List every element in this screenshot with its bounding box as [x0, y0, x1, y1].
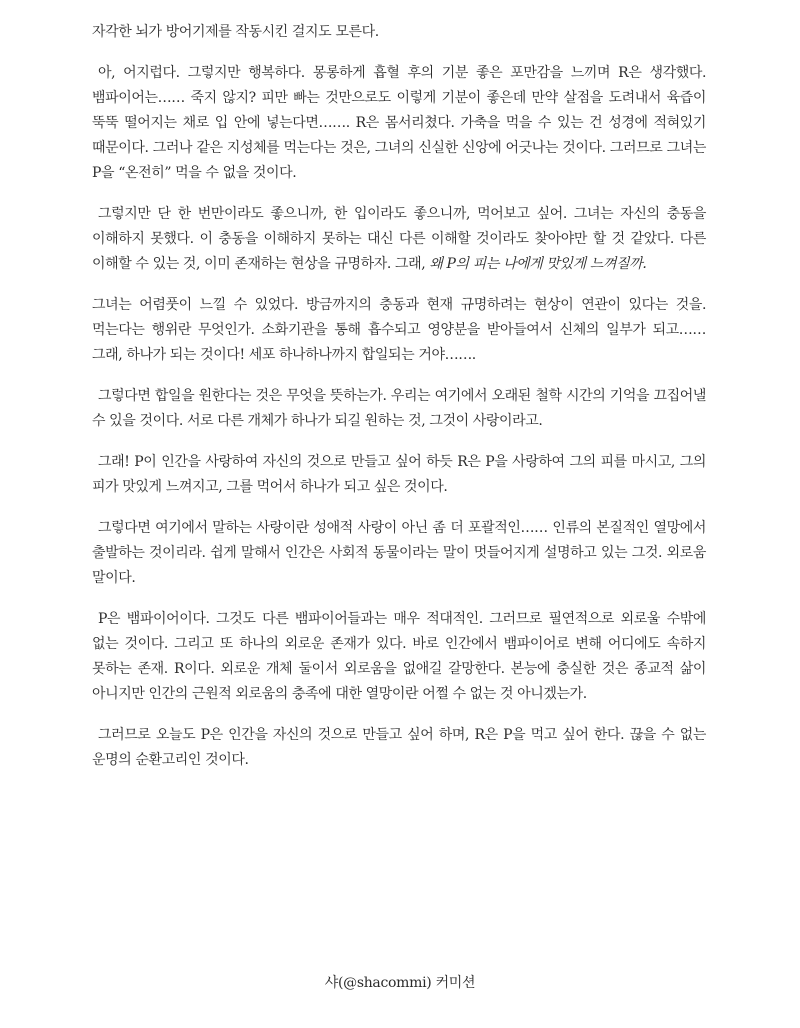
paragraph-0: 자각한 뇌가 방어기제를 작동시킨 걸지도 모른다.: [92, 24, 379, 40]
paragraph-2-italic-thought: 왜 P의 피는 나에게 맛있게 느껴질까.: [429, 256, 647, 272]
paragraph-7: P은 뱀파이어이다. 그것도 다른 뱀파이어들과는 매우 적대적인. 그러므로 필연적으로 외로울 수밖에 없는 것이다. 그리고 또 하나의 외로운 존재가 있다. 바로 인간에서 뱀파이어로 변해 어디에도 속하지 못하는 존재. R이다. 외로운 개체 둘이서 외로움을 없애길 갈망한다. 본능에 충실한 것은 종교적 삶이 아니지만 인간의 근원적 외로움의 충족에 대한 열망이란 어쩔 수 없는 것 아니겠는가.: [92, 611, 706, 702]
paragraph-2: [92, 202, 706, 277]
footer-credit: 샤(@shacommi) 커미션: [324, 975, 476, 991]
story-body: [92, 20, 706, 789]
paragraph-3: 그녀는 어렴풋이 느낄 수 있었다. 방금까지의 충동과 현재 규명하려는 현상이 연관이 있다는 것을. 먹는다는 행위란 무엇인가. 소화기관을 통해 흡수되고 영양분을 받아들여서 신체의 일부가 되고…… 그래, 하나가 되는 것이다! 세포 하나하나까지 합일되는 거야…….: [92, 297, 706, 363]
paragraph-2-text: 그렇지만 단 한 번만이라도 좋으니까, 한 입이라도 좋으니까, 먹어보고 싶어. 그녀는 자신의 충동을 이해하지 못했다. 이 충동을 이해하지 못하는 대신 다른 이해할 것이라도 찾아야만 할 것 같았다. 다른 이해할 수 있는 것, 이미 존재하는 현상을 규명하자. 그래,: [92, 206, 706, 272]
paragraph-4: 그렇다면 합일을 원한다는 것은 무엇을 뜻하는가. 우리는 여기에서 오래된 철학 시간의 기억을 끄집어낼 수 있을 것이다. 서로 다른 개체가 하나가 되길 원하는 것, 그것이 사랑이라고.: [92, 388, 706, 429]
paragraph-8: 그러므로 오늘도 P은 인간을 자신의 것으로 만들고 싶어 하며, R은 P을 먹고 싶어 한다. 끊을 수 없는 운명의 순환고리인 것이다.: [92, 727, 706, 768]
paragraph-6: 그렇다면 여기에서 말하는 사랑이란 성애적 사랑이 아닌 좀 더 포괄적인…… 인류의 본질적인 열망에서 출발하는 것이리라. 쉽게 말해서 인간은 사회적 동물이라는 말이 멋들어지게 설명하고 있는 그것. 외로움 말이다.: [92, 520, 706, 586]
paragraph-1: 아, 어지럽다. 그렇지만 행복하다. 몽롱하게 흡혈 후의 기분 좋은 포만감을 느끼며 R은 생각했다. 뱀파이어는…… 죽지 않지? 피만 빠는 것만으로도 이렇게 기분이 좋은데 만약 살점을 도려내서 육즙이 뚝뚝 떨어지는 채로 입 안에 넣는다면……. R은 몸서리쳤다. 가축을 먹을 수 있는 건 성경에 적혀있기 때문이다. 그러나 같은 지성체를 먹는다는 것은, 그녀의 신실한 신앙에 어긋나는 것이다. 그러므로 그녀는 P을 “온전히” 먹을 수 없을 것이다.: [92, 65, 706, 181]
paragraph-5: 그래! P이 인간을 사랑하여 자신의 것으로 만들고 싶어 하듯 R은 P을 사랑하여 그의 피를 마시고, 그의 피가 맛있게 느껴지고, 그를 먹어서 하나가 되고 싶은 것이다.: [92, 454, 706, 495]
